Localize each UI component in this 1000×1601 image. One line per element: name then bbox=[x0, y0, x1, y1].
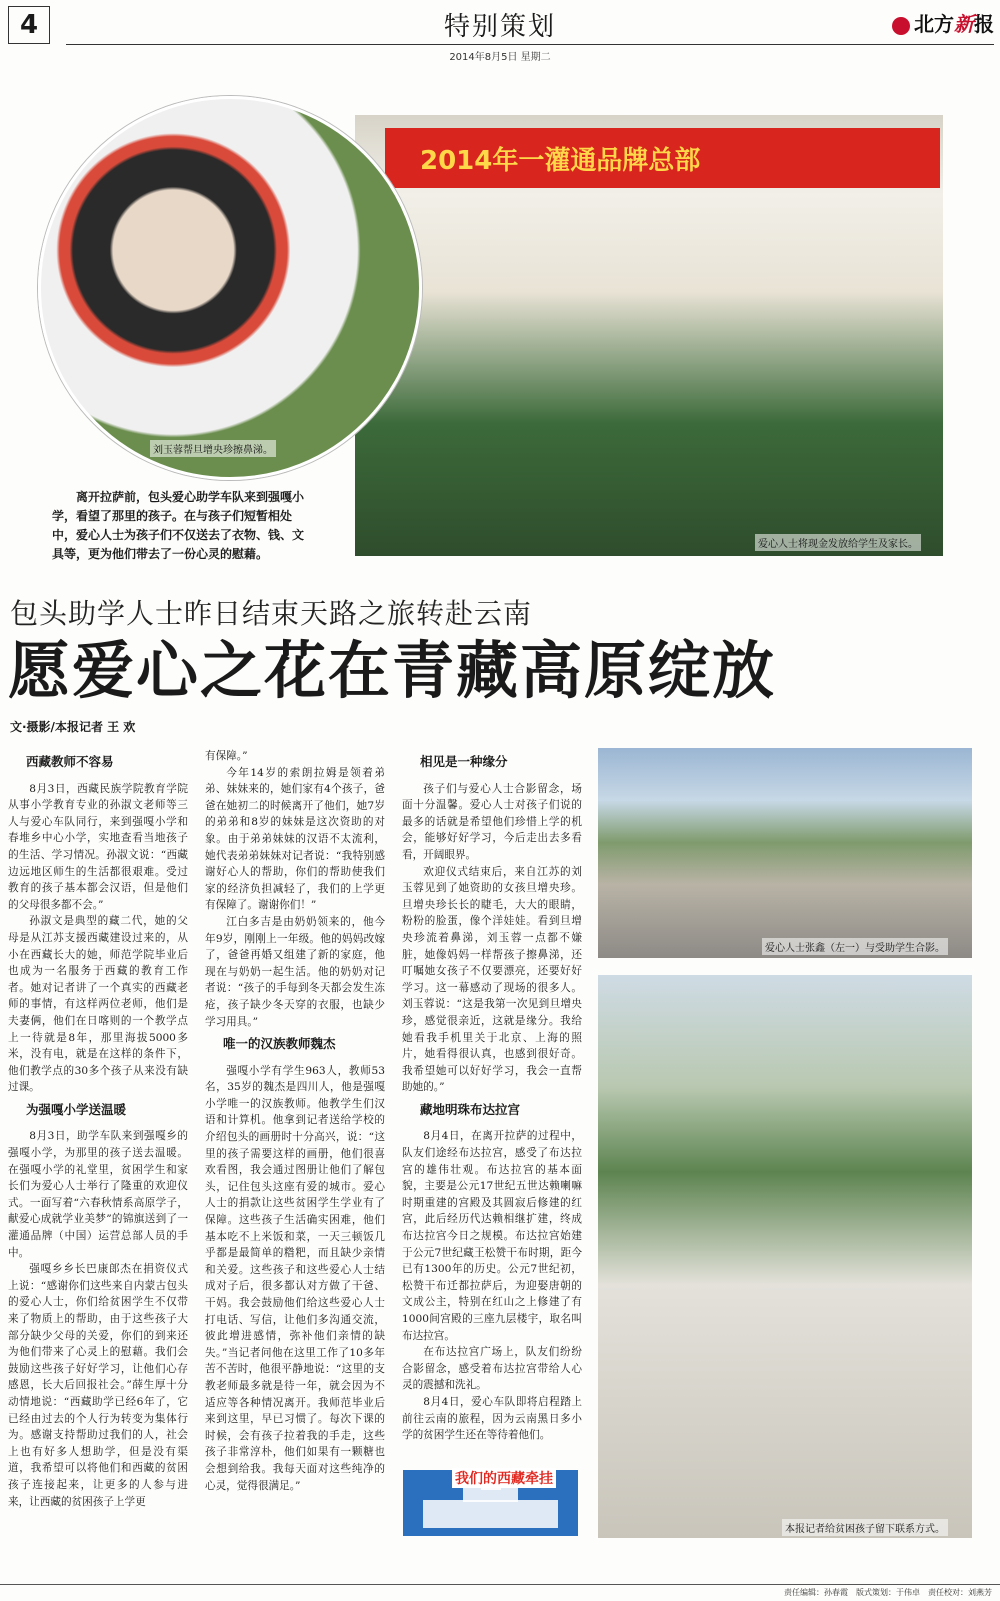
photo-intro: 离开拉萨前，包头爱心助学车队来到强嘎小学，看望了那里的孩子。在与孩子们短暂相处中，爱心人士为孩子们不仅送去了衣物、钱、文具等，更为他们带去了一份心灵的慰藉。 bbox=[52, 490, 305, 561]
paragraph: 8月4日，爱心车队即将启程踏上前往云南的旅程，因为云南黑日多小学的贫困学生还在等待着他们。 bbox=[402, 1395, 582, 1442]
subheading: 唯一的汉族教师魏杰 bbox=[223, 1036, 336, 1052]
paragraph: 今年14岁的索朗拉姆是领着弟弟、妹妹来的，她们家有4个孩子，爸爸在她初二的时候离开了他们，她7岁的弟弟和8岁的妹妹是这次资助的对象。由于弟弟妹妹的汉语不太流利，她代表弟弟妹妹对记者说：“我特别感谢好心人的帮助，你们的帮助使我们家的经济负担减轻了，我们的上学更有保障了。谢谢你们！” bbox=[205, 766, 385, 912]
right-bottom-photo bbox=[598, 975, 972, 1538]
paragraph: 欢迎仪式结束后，来自江苏的刘玉蓉见到了她资助的女孩旦增央珍。旦增央珍长长的睫毛，大大的眼睛，粉粉的脸蛋，像个洋娃娃。看到旦增央珍流着鼻涕，刘玉蓉一点都不嫌脏，她像妈妈一样帮孩子擦鼻涕，还叮嘱她女孩子不仅要漂亮，还要好好学习。这一幕感动了现场的很多人。刘玉蓉说：“这是我第一次见到旦增央珍，感觉很亲近，这就是缘分。我给她看我手机里关于北京、上海的照片，她看得很认真，也感到很好奇。我希望她可以好好学习，我会一直帮助她的。” bbox=[402, 865, 582, 1094]
paragraph: 在布达拉宫广场上，队友们纷纷合影留念，感受着布达拉宫带给人心灵的震撼和洗礼。 bbox=[402, 1346, 582, 1392]
paragraph: 江白多吉是由奶奶领来的，他今年9岁，刚刚上一年级。他的妈妈改嫁了，爸爸再婚又组建了新的家庭，他现在与奶奶一起生活。他的奶奶对记者说：“孩子的手每到冬天都会发生冻疮，孩子缺少冬天穿的衣服，也缺少学习用具。” bbox=[205, 915, 385, 1028]
footer-credits: 责任编辑：孙春霞 版式策划：于伟卓 责任校对：刘燕芳 bbox=[784, 1588, 992, 1597]
paragraph: 强嘎乡乡长巴康郎杰在捐资仪式上说：“感谢你们这些来自内蒙古包头的爱心人士，你们给贫困学生不仅带来了物质上的帮助，由于这些孩子大部分缺少父母的关爱，你们的到来还为他们带来了心灵上的慰藉。我们会鼓励这些孩子好好学习，让他们心存感恩，长大后回报社会。”薛生厚十分动情地说：“西藏助学已经6年了，它已经由过去的个人行为转变为集体行为。感谢支持帮助过我们的人，社会上也有好多人想助学，但是没有渠道，我希望可以将他们和西藏的贫困孩子连接起来，让更多的人参与进来，让西藏的贫困孩子上学更 bbox=[8, 1263, 188, 1508]
footer-rule bbox=[0, 1584, 1000, 1585]
paragraph: 8月4日，在离开拉萨的过程中，队友们途经布达拉宫，感受了布达拉宫的雄伟壮观。布达拉宫的基本面貌，主要是公元17世纪五世达赖喇嘛时期重建的宫殿及其圆寂后修建的红宫，此后经历代达赖相继扩建，终成布达拉宫今日之规模。布达拉宫始建于公元7世纪藏王松赞干布时期，距今已有1300年的历史。公元7世纪初，松赞干布迁都拉萨后，为迎娶唐朝的文成公主，特别在红山之上修建了有1000间宫殿的三座九层楼宇，取名叫布达拉宫。 bbox=[402, 1130, 582, 1342]
page-number: 4 bbox=[8, 6, 50, 44]
masthead-name-b: 新 bbox=[954, 12, 974, 36]
right-top-caption: 爱心人士张鑫（左一）与受助学生合影。 bbox=[762, 938, 948, 955]
subheading: 为强嘎小学送温暖 bbox=[26, 1101, 127, 1117]
article-column-2 bbox=[205, 748, 385, 1494]
subheading: 西藏教师不容易 bbox=[26, 754, 114, 769]
subheading: 相见是一种缘分 bbox=[420, 754, 508, 769]
section-title: 特别策划 bbox=[443, 12, 556, 42]
right-top-photo bbox=[598, 748, 972, 958]
paragraph: 8月3日，助学车队来到强嘎乡的强嘎小学，为那里的孩子送去温暖。在强嘎小学的礼堂里，贫困学生和家长们为爱心人士举行了隆重的欢迎仪式。一面写着“六春秋情系高原学子，献爱心成就学业美梦”的锦旗送到了一灌通品牌（中国）运营总部人员的手中。 bbox=[8, 1130, 188, 1259]
promo-title: 我们的西藏牵挂 bbox=[452, 1468, 556, 1488]
header-rule bbox=[66, 44, 994, 45]
article-column-3 bbox=[402, 748, 582, 1444]
issue-date: 2014年8月5日 星期二 bbox=[449, 52, 551, 63]
paragraph: 8月3日，西藏民族学院教育学院从事小学教育专业的孙淑文老师等三人与爱心车队同行，来到强嘎小学和春堆乡中心小学，实地查看当地孩子的生活、学习情况。孙淑文说：“西藏边远地区师生的生活都很艰难。受过教育的孩子基本都会汉语，但是他们的父母很多都不会。” bbox=[8, 782, 188, 911]
right-bottom-caption: 本报记者给贫困孩子留下联系方式。 bbox=[782, 1519, 948, 1536]
masthead-logo-icon bbox=[892, 17, 910, 35]
article-column-1 bbox=[8, 748, 188, 1510]
masthead-name-c: 报 bbox=[974, 12, 994, 36]
subheading: 藏地明珠布达拉宫 bbox=[420, 1101, 521, 1117]
paragraph: 强嘎小学有学生963人，教师53名，35岁的魏杰是四川人，他是强嘎小学唯一的汉族教师。他教学生们汉语和计算机。他拿到记者送给学校的介绍包头的画册时十分高兴，说：“这里的孩子需要这样的画册，他们很喜欢看图，我会通过图册让他们了解包头，记住包头这座有爱的城市。爱心人士的捐款让这些贫困学生学业有了保障。这些孩子生活确实困难，他们基本吃不上米饭和菜，一天三顿饭几乎都是最简单的糌粑，而且缺少亲情和关爱。这些孩子和这些爱心人士结成对子后，很多都认对方做了干爸、干妈。我会鼓励他们给这些爱心人士打电话、写信，让他们多沟通交流，彼此增进感情，弥补他们亲情的缺失。”当记者问他在这里工作了10多年苦不苦时，他很平静地说：“这里的支教老师最多就是待一年，就会因为不适应等各种情况离开。我师范毕业后来到这里，早已习惯了。每次下课的时候，会有孩子拉着我的手走，这些孩子非常淳朴，他们如果有一颗糖也会想到给我。我每天面对这些纯净的心灵，觉得很满足。” bbox=[205, 1064, 385, 1492]
article-byline: 文·摄影/本报记者 王 欢 bbox=[10, 720, 136, 734]
paragraph: 孩子们与爱心人士合影留念，场面十分温馨。爱心人士对孩子们说的最多的话就是希望他们珍惜上学的机会，能够好好学习，今后走出去多看看，开阔眼界。 bbox=[402, 782, 582, 861]
masthead bbox=[892, 8, 994, 37]
masthead-name-a: 北方 bbox=[914, 12, 954, 36]
article-headline: 愿爱心之花在青藏高原绽放 bbox=[8, 634, 777, 707]
circle-photo bbox=[38, 96, 422, 480]
article-kicker: 包头助学人士昨日结束天路之旅转赴云南 bbox=[10, 597, 533, 630]
main-photo-caption: 爱心人士将现金发放给学生及家长。 bbox=[755, 534, 921, 551]
photo-banner-text: 2014年一灌通品牌总部 bbox=[420, 146, 701, 176]
circle-photo-caption: 刘玉蓉帮旦增央珍擦鼻涕。 bbox=[150, 440, 276, 457]
paragraph: 孙淑文是典型的藏二代，她的父母是从江苏支援西藏建设过来的，从小在西藏长大的她，师范学院毕业后也成为一名服务于西藏的教育工作者。她对记者讲了一个真实的西藏老师的事情，有这样两位老师，他们是夫妻俩，他们在日喀则的一个教学点上一待就是8年，那里海拔5000多米，没有电，就是在这样的条件下，他们教学点的30多个孩子从来没有缺过课。 bbox=[8, 915, 188, 1094]
paragraph: 有保障。” bbox=[205, 750, 248, 762]
